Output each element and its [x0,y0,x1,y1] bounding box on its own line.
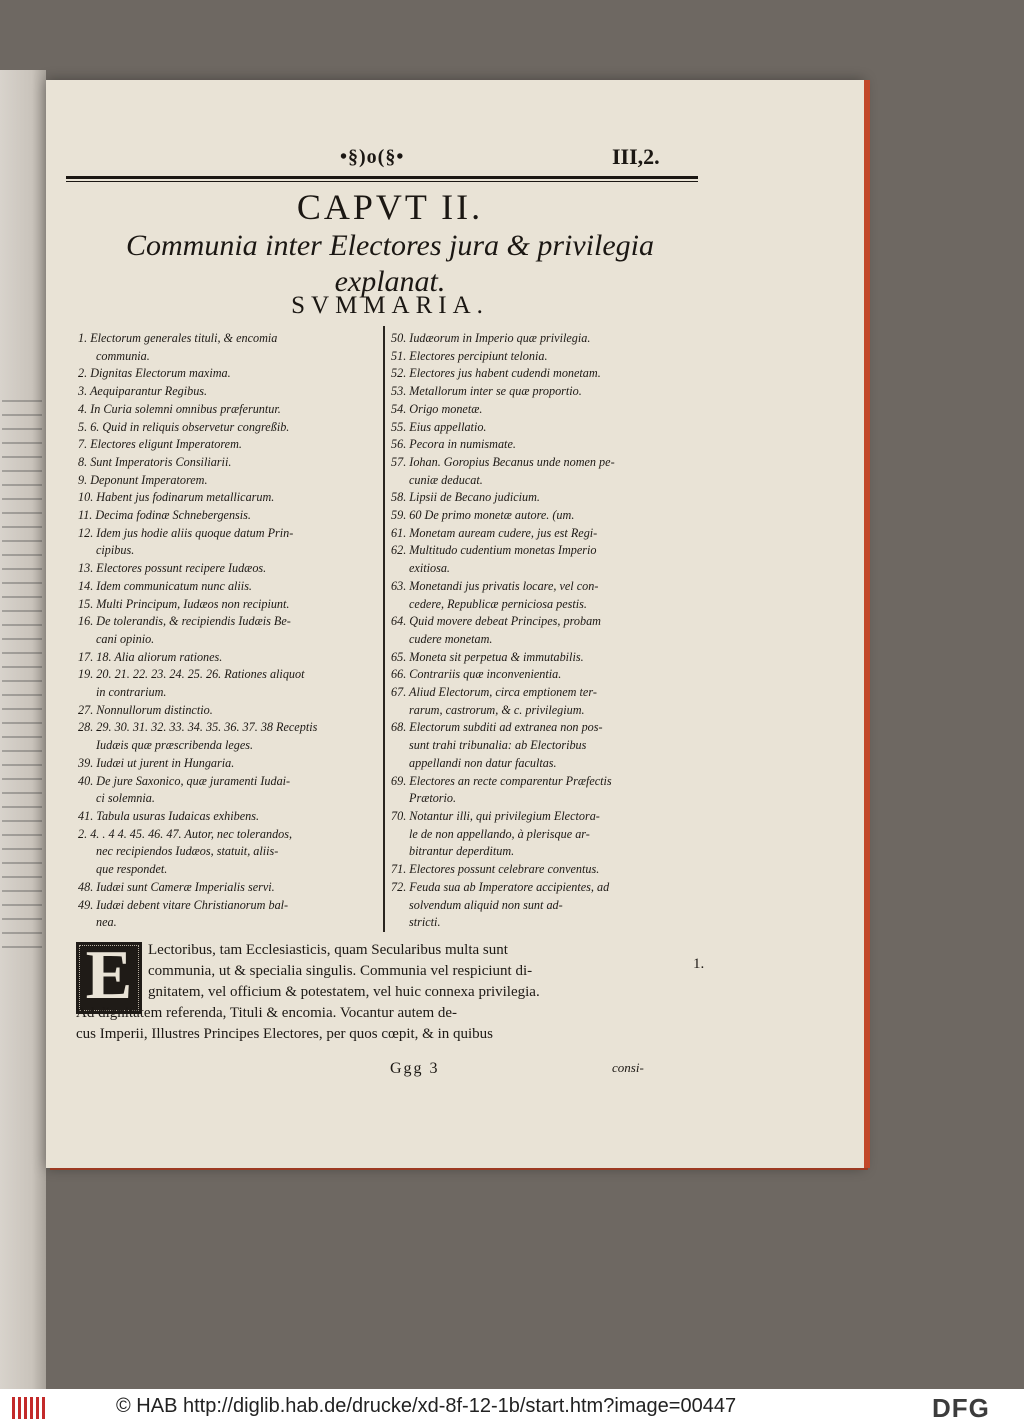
index-entry: 56. Pecora in numismate. [391,437,516,452]
header-rule-thin [66,181,698,182]
index-entry: 17. 18. Alia aliorum rationes. [78,649,223,664]
viewer-footer [0,1389,1024,1425]
index-entry: sunt trahi tribunalia: ab Electoribus [409,738,587,753]
index-entry: appellandi non datur facultas. [409,755,557,770]
index-entry: ci solemnia. [96,791,155,806]
index-entry: 7. Electores eligunt Imperatorem. [78,437,242,452]
index-entry: 61. Monetam auream cudere, jus est Regi- [391,525,598,540]
body-line: Lectoribus, tam Ecclesiasticis, quam Secularibus multa sunt [148,942,508,958]
marginal-number: 1. [693,956,705,972]
dfg-logo: DFG [932,1393,990,1423]
body-line: cus Imperii, Illustres Principes Electores, per quos cœpit, & in quibus [76,1026,494,1042]
index-entry: 8. Sunt Imperatoris Consiliarii. [78,454,232,469]
index-entry: 10. Habent jus fodinarum metallicarum. [78,490,275,505]
index-entry: 52. Electores jus habent cudendi monetam. [391,366,601,381]
index-column-left [78,330,380,932]
index-entry: que respondet. [96,862,168,877]
chapter-heading: Communia inter Electores jura & privilegia explanat. [125,229,654,298]
index-entry: cedere, Republicæ perniciosa pestis. [409,596,587,611]
index-entry: cani opinio. [96,631,155,646]
left-page-text-fragment [2,400,42,960]
index-entry: exitiosa. [409,561,450,576]
index-entry: nea. [96,915,117,930]
index-entry: 68. Electorum subditi ad extranea non pos- [391,720,603,735]
index-entry: stricti. [409,915,441,930]
header-ornament: •§)o(§• [340,146,405,168]
page-signature: III,2. [612,144,660,169]
left-page-edge [0,70,46,1400]
body-line: communia, ut & specialia singulis. Communia vel respiciunt di- [148,963,533,979]
catchword: consi- [612,1060,644,1075]
drop-cap-letter: E [85,937,133,1014]
index-entry: cipibus. [96,543,135,558]
index-entry: 4. In Curia solemni omnibus præferuntur. [78,401,281,416]
index-entry: 48. Iudæi sunt Cameræ Imperialis servi. [78,879,275,894]
index-entry: 72. Feuda sua ab Imperatore accipientes, ad [391,879,610,894]
index-entry: 67. Aliud Electorum, circa emptionem ter- [391,685,597,700]
index-entry: 14. Idem communicatum nunc aliis. [78,578,252,593]
index-entry: Iudæis quæ præscribenda leges. [96,738,254,753]
index-entry: 11. Decima fodinæ Schnebergensis. [78,508,251,523]
index-entry: 69. Electores an recte comparentur Præfectis [391,773,612,788]
index-entry: 66. Contrariis quæ inconvenientia. [391,667,562,682]
header-rule [66,176,698,179]
index-entry: 71. Electores possunt celebrare conventus. [391,862,600,877]
index-entry: communia. [96,348,150,363]
index-entry: 59. 60 De primo monetæ autore. (um. [391,508,575,523]
column-divider [383,326,385,932]
index-entry: 39. Iudæi ut jurent in Hungaria. [78,755,235,770]
hab-logo-icon [12,1397,46,1419]
index-entry: 15. Multi Principum, Iudæos non recipiunt. [78,596,290,611]
signature-mark: Ggg 3 [390,1060,440,1077]
index-entry: 41. Tabula usuras Iudaicas exhibens. [78,808,260,823]
page-red-edge [864,80,870,1168]
index-entry: 3. Aequiparantur Regibus. [78,384,208,399]
index-entry: 57. Iohan. Goropius Becanus unde nomen pe- [391,454,615,469]
index-entry: Prætorio. [409,791,457,806]
index-entry: 50. Iudæorum in Imperio quæ privilegia. [391,331,591,345]
index-entry: 19. 20. 21. 22. 23. 24. 25. 26. Rationes aliquot [78,667,305,682]
drop-cap-ornament [76,937,142,1014]
index-entry: 70. Notantur illi, qui privilegium Electora- [391,808,600,823]
index-entry: in contrarium. [96,685,167,700]
index-entry: solvendum aliquid non sunt ad- [409,897,563,912]
index-entry: le de non appellando, à plerisque ar- [409,826,590,841]
index-entry: 27. Nonnullorum distinctio. [78,702,213,717]
index-entry: 49. Iudæi debent vitare Christianorum bal- [78,897,289,912]
copyright-link[interactable]: © HAB http://diglib.hab.de/drucke/xd-8f-12-1b/start.htm?image=00447 [116,1395,737,1417]
index-entry: 63. Monetandi jus privatis locare, vel con- [391,578,599,593]
index-entry: 40. De jure Saxonico, quæ juramenti Iudai- [78,773,291,788]
index-entry: 55. Eius appellatio. [391,419,487,434]
index-entry: 16. De tolerandis, & recipiendis Iudæis Be- [78,614,291,629]
summaria-title: SVMMARIA. [291,292,489,319]
body-line: gnitatem, vel officium & potestatem, vel huic connexa privilegia. [148,984,540,1000]
index-column-right [391,330,699,932]
summaria-index [78,326,698,938]
index-entry: 2. 4. . 4 4. 45. 46. 47. Autor, nec tolerandos, [78,826,293,841]
index-entry: 13. Electores possunt recipere Iudæos. [78,561,267,576]
index-entry: bitrantur deperditum. [409,844,515,859]
index-entry: 12. Idem jus hodie aliis quoque datum Prin- [78,525,294,540]
body-line: Ad dignitatem referenda, Tituli & encomia. Vocantur autem de- [76,1005,458,1021]
index-entry: 65. Moneta sit perpetua & immutabilis. [391,649,584,664]
index-entry: 62. Multitudo cudentium monetas Imperio [391,543,597,558]
index-entry: 51. Electores percipiunt telonia. [391,348,548,363]
index-entry: 58. Lipsii de Becano judicium. [391,490,540,505]
index-entry: 9. Deponunt Imperatorem. [78,472,208,487]
index-entry: 54. Origo monetæ. [391,401,483,416]
body-paragraph [76,937,688,1052]
index-entry: 64. Quid movere debeat Principes, probam [391,614,601,629]
index-entry: rarum, castrorum, & c. privilegium. [409,702,585,717]
index-entry: nec recipiendos Iudæos, statuit, aliis- [96,844,279,859]
caput-title: CAPVT II. [296,187,484,227]
index-entry: cuniæ deducat. [409,472,483,487]
index-entry: 5. 6. Quid in reliquis observetur congreßib. [78,419,290,434]
index-entry: 53. Metallorum inter se quæ proportio. [391,384,582,399]
index-entry: cudere monetam. [409,631,493,646]
index-entry: 2. Dignitas Electorum maxima. [78,366,231,381]
index-entry: 28. 29. 30. 31. 32. 33. 34. 35. 36. 37. 38 Receptis [78,720,318,735]
index-entry: 1. Electorum generales tituli, & encomia [78,331,278,345]
